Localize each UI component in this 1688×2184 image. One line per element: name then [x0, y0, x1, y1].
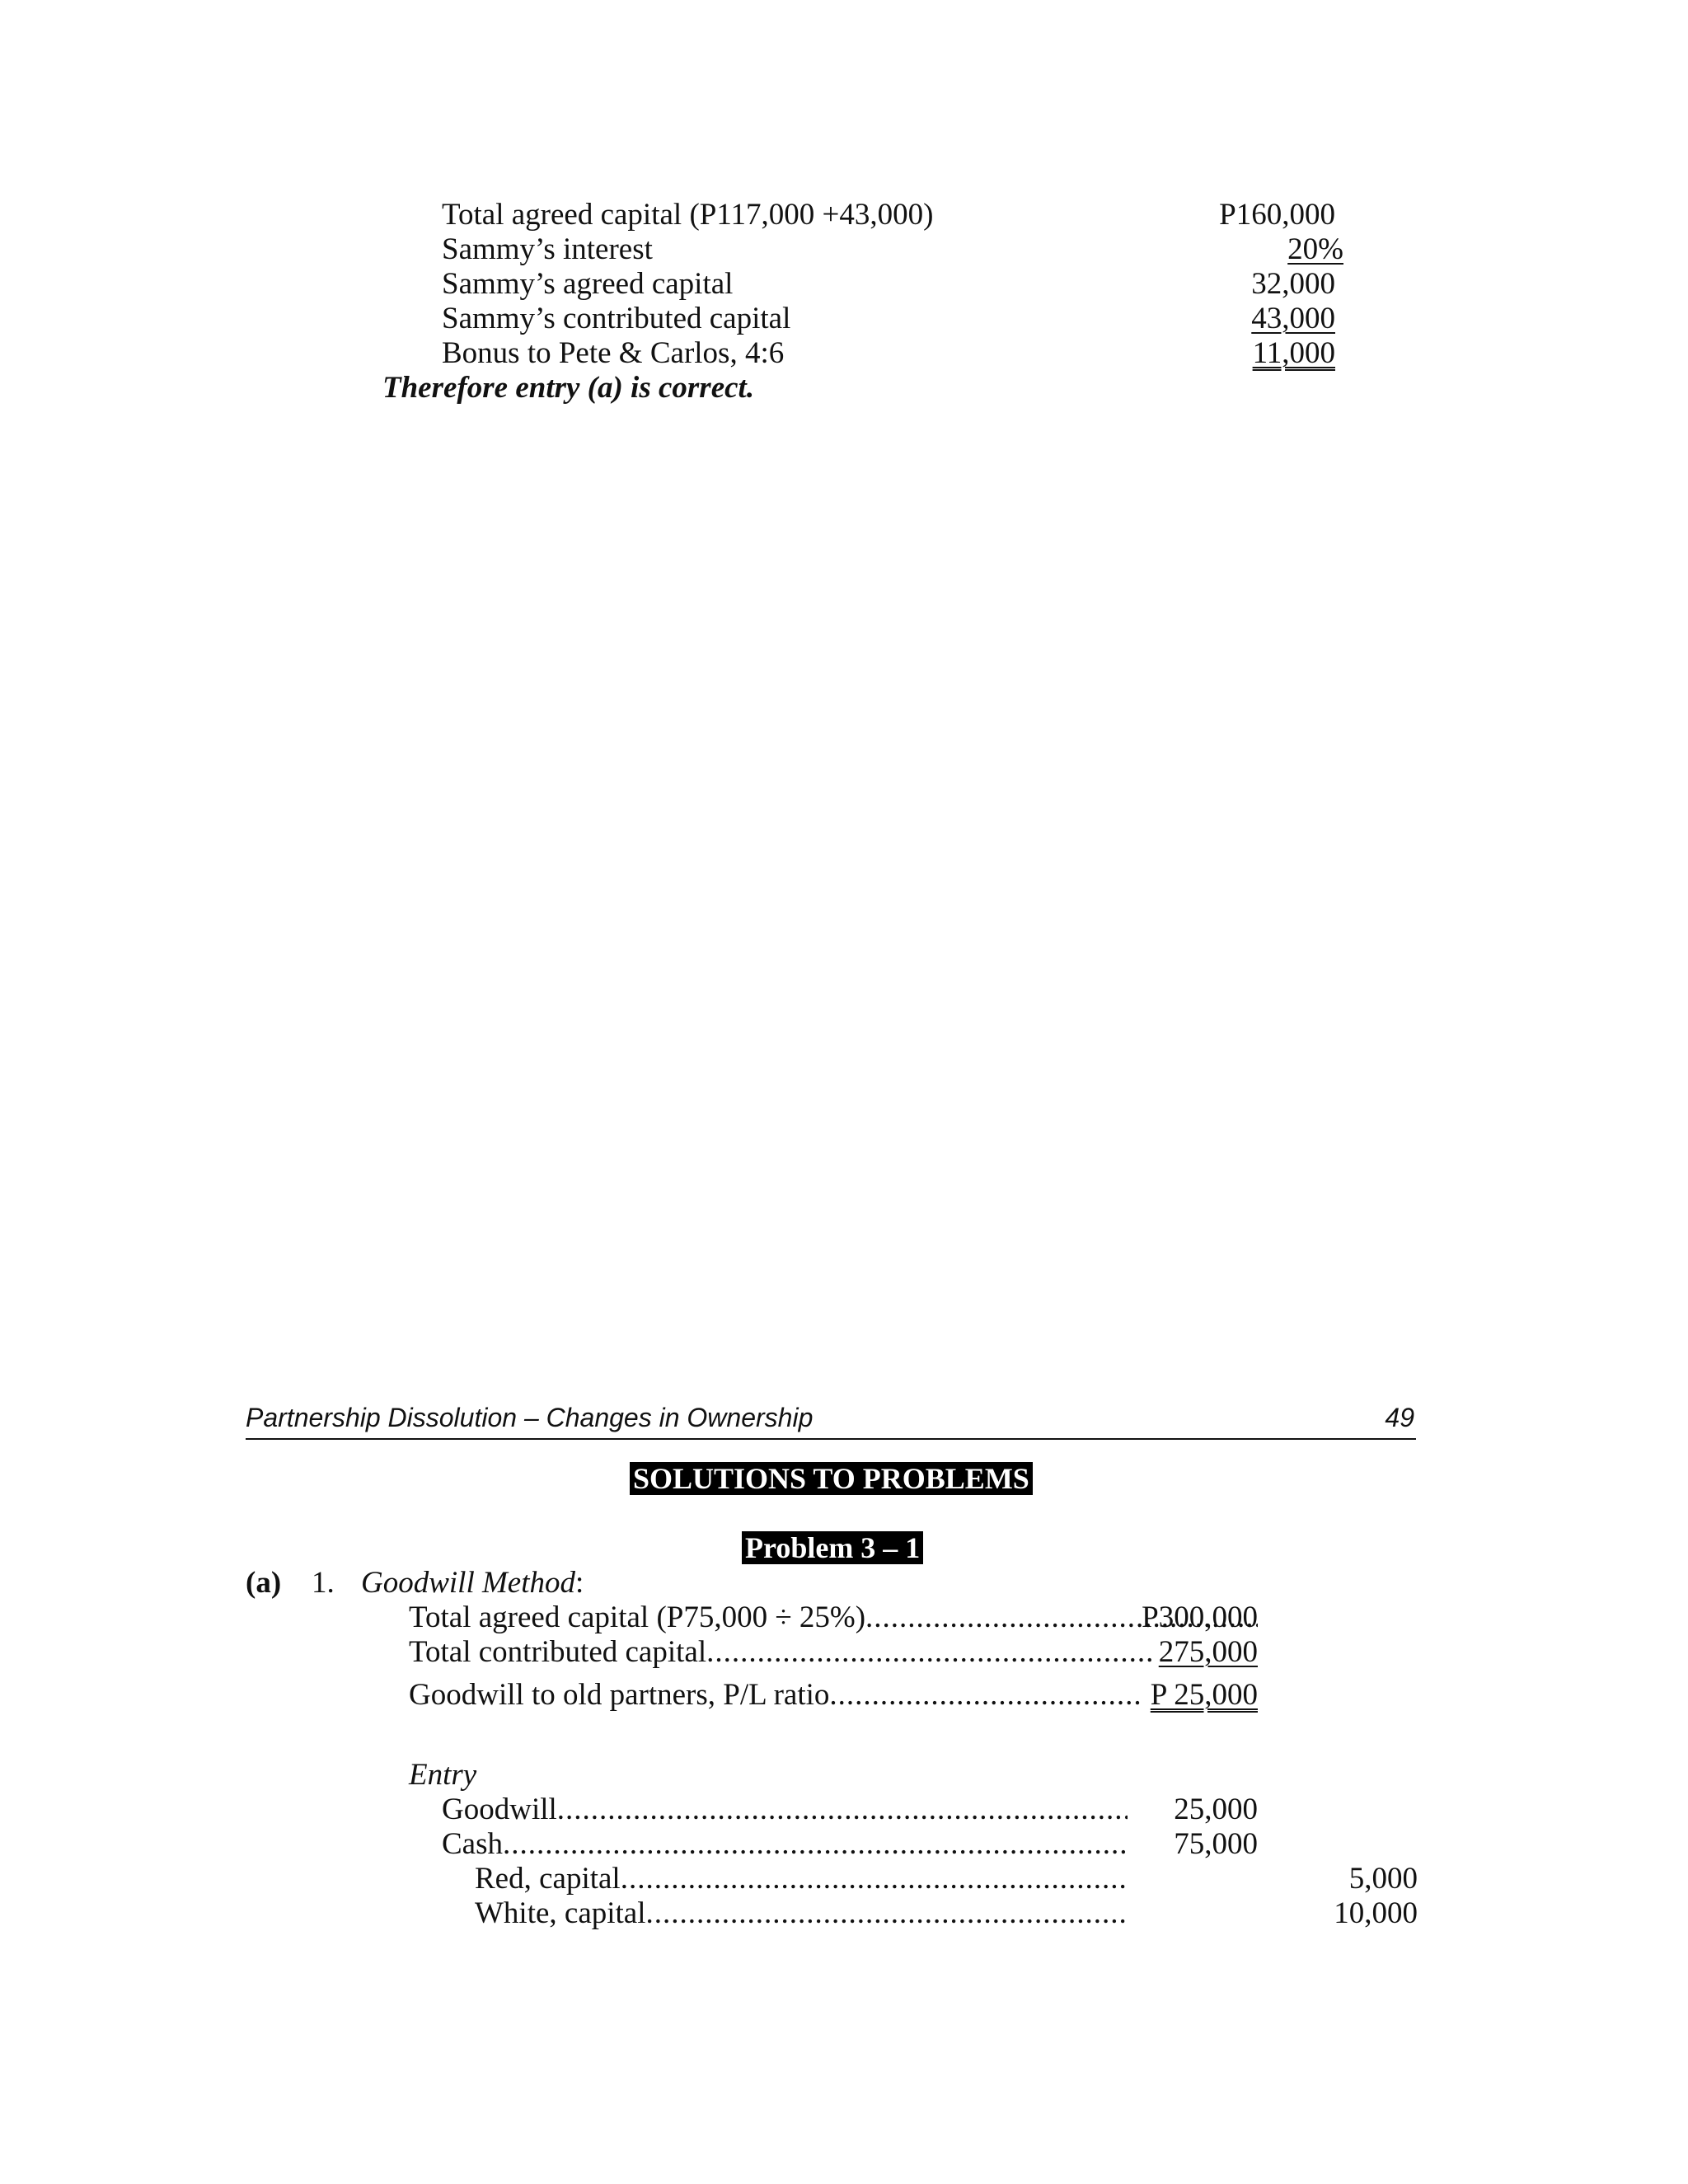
top-row-label: Sammy’s interest	[442, 232, 653, 266]
top-row-label: Sammy’s contributed capital	[442, 302, 791, 335]
goodwill-row-value: 275,000	[1154, 1635, 1258, 1670]
entry-row	[442, 1793, 1128, 1827]
goodwill-row-label: Goodwill to old partners, P/L ratio	[409, 1678, 830, 1712]
dot-leader	[621, 1862, 1128, 1896]
top-row-value: 32,000	[1251, 267, 1335, 301]
goodwill-row	[409, 1601, 1258, 1635]
top-row-value: 20%	[1287, 232, 1343, 266]
goodwill-row	[409, 1678, 1258, 1713]
entry-credit: 5,000	[1348, 1862, 1418, 1896]
method-name: Goodwill Method	[361, 1566, 576, 1600]
dot-leader	[646, 1896, 1128, 1931]
section-title-text: SOLUTIONS TO PROBLEMS	[630, 1462, 1033, 1495]
top-row-value: 43,000	[1251, 302, 1335, 335]
section-title	[630, 1461, 1033, 1496]
entry-account: Red, capital	[475, 1862, 621, 1896]
page-number: 49	[1385, 1403, 1414, 1432]
part-number: 1.	[312, 1566, 335, 1600]
entry-label: Entry	[409, 1758, 477, 1792]
entry-debit: 25,000	[1174, 1793, 1258, 1826]
method-suffix: :	[575, 1566, 584, 1600]
entry-account: Goodwill	[442, 1793, 557, 1826]
top-row-label: Bonus to Pete & Carlos, 4:6	[442, 336, 785, 370]
part-letter: (a)	[246, 1566, 282, 1600]
entry-row	[442, 1827, 1128, 1862]
conclusion-text: Therefore entry (a) is correct.	[382, 371, 755, 405]
problem-title	[742, 1530, 923, 1565]
entry-credit: 10,000	[1334, 1896, 1418, 1930]
header-rule	[246, 1438, 1416, 1440]
entry-account: White, capital	[475, 1896, 646, 1930]
problem-title-text: Problem 3 – 1	[742, 1531, 923, 1564]
method-heading	[361, 1566, 584, 1601]
dot-leader	[557, 1793, 1128, 1827]
entry-row	[475, 1862, 1128, 1896]
goodwill-row-value: P 25,000	[1142, 1678, 1258, 1713]
entry-row	[475, 1896, 1128, 1931]
top-row-label: Total agreed capital (P117,000 +43,000)	[442, 198, 934, 232]
goodwill-row-label: Total contributed capital	[409, 1635, 707, 1669]
top-row-label: Sammy’s agreed capital	[442, 267, 734, 301]
goodwill-row-value: P300,000	[1142, 1601, 1258, 1634]
goodwill-row-label: Total agreed capital (P75,000 ÷ 25%)	[409, 1601, 866, 1634]
entry-account: Cash	[442, 1827, 503, 1861]
goodwill-row	[409, 1635, 1258, 1670]
page-header-title: Partnership Dissolution – Changes in Ownership	[246, 1403, 814, 1432]
entry-debit: 75,000	[1174, 1827, 1258, 1861]
top-row-value: P160,000	[1219, 198, 1335, 232]
dot-leader	[503, 1827, 1128, 1862]
top-row-value: 11,000	[1252, 336, 1335, 370]
